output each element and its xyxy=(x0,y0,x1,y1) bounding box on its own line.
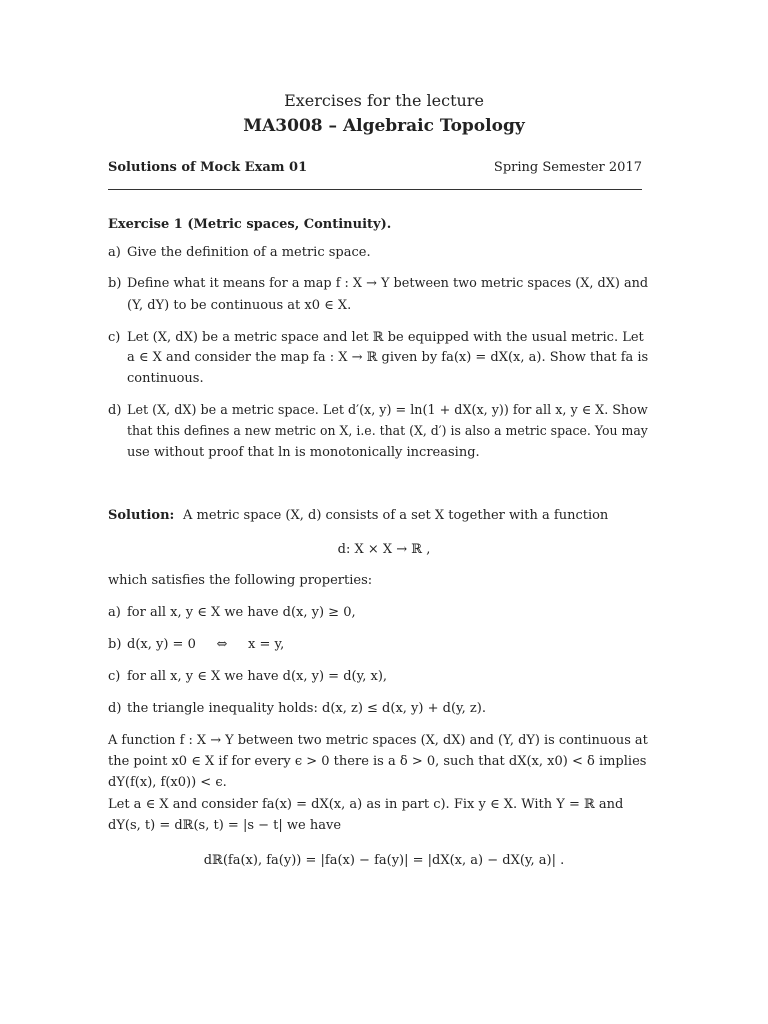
solution-satisfies: which satisfies the following properties: xyxy=(108,573,373,588)
property-a-label: a) xyxy=(108,605,121,620)
exercise-c-line2: a ∈ X and consider the map fa : X → ℝ given by fa(x) = dX(x, a). Show that fa is xyxy=(127,350,649,365)
exercise-c-line1: Let (X, dX) be a metric space and let ℝ be equipped with the usual metric. Let xyxy=(127,330,644,345)
part-c-line2: dY(s, t) = dℝ(s, t) = |s − t| we have xyxy=(108,818,342,833)
exercise-b-line1: Define what it means for a map f : X → Y between two metric spaces (X, dX) and xyxy=(127,276,649,291)
header-rule xyxy=(108,189,642,190)
header-line1: Exercises for the lecture xyxy=(284,91,484,110)
exercise-heading: Exercise 1 (Metric spaces, Continuity). xyxy=(108,217,392,232)
property-c-text: for all x, y ∈ X we have d(x, y) = d(y, x), xyxy=(127,669,388,684)
continuity-line2: the point x0 ∈ X if for every ϵ > 0 there is a δ > 0, such that dX(x, x0) < δ implies xyxy=(108,754,647,769)
exercise-a-text: Give the definition of a metric space. xyxy=(127,245,371,260)
property-c-label: c) xyxy=(108,669,121,684)
exercise-b-line2: (Y, dY) to be continuous at x0 ∈ X. xyxy=(127,298,352,313)
continuity-line1: A function f : X → Y between two metric spaces (X, dX) and (Y, dY) is continuous at xyxy=(108,733,648,748)
continuity-line3: dY(f(x), f(x0)) < ϵ. xyxy=(108,775,227,790)
exercise-a-label: a) xyxy=(108,245,121,260)
course-title: MA3008 – Algebraic Topology xyxy=(243,116,525,136)
final-formula: dℝ(fa(x), fa(y)) = |fa(x) − fa(y)| = |dX(x, a) − dX(y, a)| . xyxy=(203,853,565,868)
property-d-label: d) xyxy=(108,701,122,716)
property-b-label: b) xyxy=(108,637,122,652)
property-a-text: for all x, y ∈ X we have d(x, y) ≥ 0, xyxy=(127,605,356,620)
part-c-line1: Let a ∈ X and consider fa(x) = dX(x, a) as in part c). Fix y ∈ X. With Y = ℝ and xyxy=(108,797,624,812)
property-d-text: the triangle inequality holds: d(x, z) ≤ d(x, y) + d(y, z). xyxy=(127,701,486,716)
exercise-b-label: b) xyxy=(108,276,122,291)
exercise-c-label: c) xyxy=(108,330,121,345)
exercise-d-line1: Let (X, dX) be a metric space. Let d′(x, y) = ln(1 + dX(x, y)) for all x, y ∈ X. Show xyxy=(127,403,648,418)
header-left: Solutions of Mock Exam 01 xyxy=(108,160,308,175)
solution-formula: d: X × X → ℝ , xyxy=(337,542,431,557)
exercise-d-line3: use without proof that ln is monotonically increasing. xyxy=(127,445,480,460)
exercise-d-label: d) xyxy=(108,403,122,418)
solution-intro: A metric space (X, d) consists of a set X together with a function xyxy=(183,508,609,523)
property-b-text: d(x, y) = 0 ⇔ x = y, xyxy=(127,637,285,652)
header-right: Spring Semester 2017 xyxy=(493,160,642,175)
exercise-c-line3: continuous. xyxy=(127,371,204,386)
exercise-d-line2: that this defines a new metric on X, i.e. that (X, d′) is also a metric space. You may xyxy=(127,424,648,439)
solution-label: Solution: xyxy=(108,508,175,523)
